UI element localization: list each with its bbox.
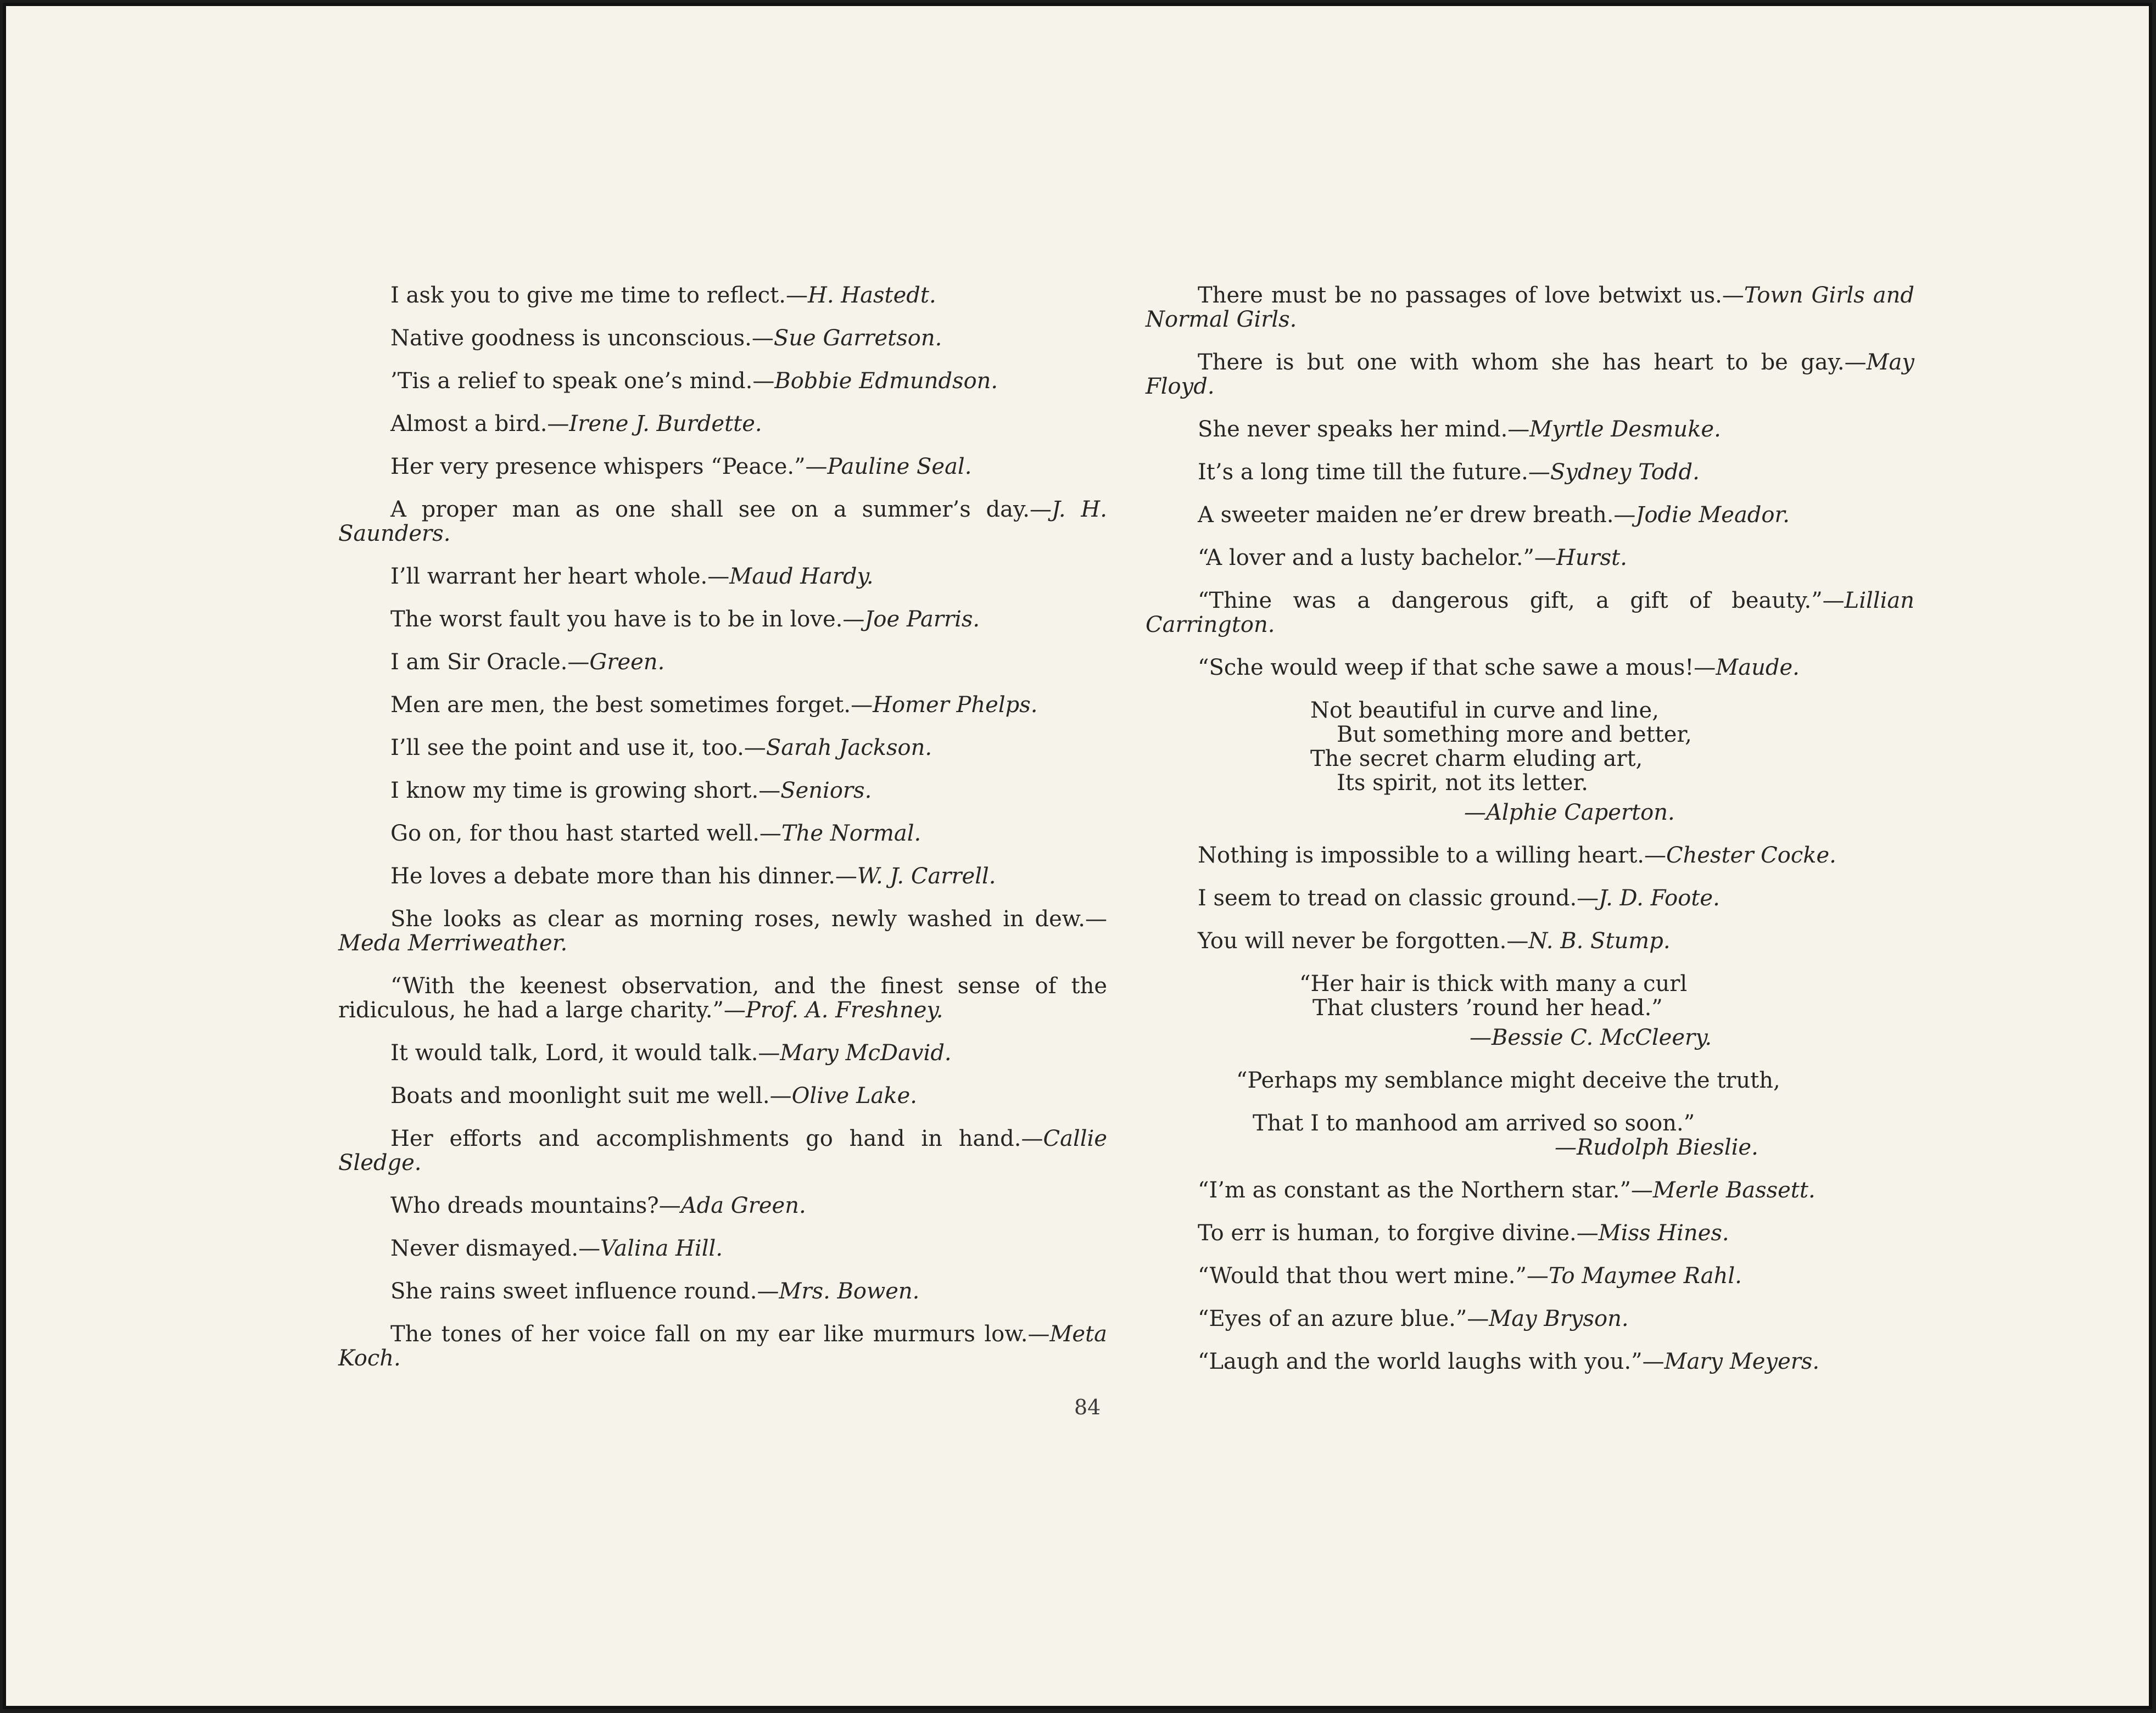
quote-entry (338, 1194, 1107, 1218)
right-quotes-group-b (1146, 843, 1914, 953)
quote-entry (1146, 1178, 1914, 1202)
quote-entry (1146, 656, 1914, 680)
quote-text: ’Tis a relief to speak one’s mind.— (390, 368, 775, 394)
quote-text: The tones of her voice fall on my ear like murmurs low.— (390, 1322, 1050, 1347)
quote-entry (338, 1236, 1107, 1261)
poem-attribution: —Rudolph Bieslie. (1555, 1135, 1758, 1160)
quote-entry (338, 283, 1107, 307)
poem-line: Its spirit, not its letter. (1337, 770, 1588, 796)
quote-attribution: Irene J. Burdette. (569, 411, 762, 436)
quote-entry (338, 650, 1107, 674)
poem-line: Not beautiful in curve and line, (1310, 698, 1659, 723)
poem-caperton (1310, 698, 1914, 825)
quote-text: It would talk, Lord, it would talk.— (390, 1040, 780, 1066)
quote-text: Almost a bird.— (390, 411, 569, 436)
quote-attribution: Mary Meyers. (1664, 1349, 1820, 1374)
quote-attribution: J. D. Foote. (1599, 886, 1720, 911)
quote-entry (338, 821, 1107, 846)
quote-entry (338, 907, 1107, 955)
quote-entry (1146, 1307, 1914, 1331)
quote-entry (338, 974, 1107, 1022)
quote-text: “Sche would weep if that sche sawe a mous!— (1198, 655, 1716, 680)
quote-entry (1146, 929, 1914, 953)
quote-text: Who dreads mountains?— (390, 1193, 681, 1218)
quote-text: “With the keenest observation, and the finest sense of the ridiculous, he had a large charity.”— (338, 973, 1107, 1023)
quote-attribution: Lillian Carrington. (1146, 588, 1914, 637)
poem-attribution: —Bessie C. McCleery. (1470, 1025, 1712, 1050)
quote-text: She never speaks her mind.— (1198, 417, 1530, 442)
poem-line: That clusters ’round her head.” (1312, 995, 1663, 1021)
quote-text: I seem to tread on classic ground.— (1198, 886, 1599, 911)
quote-attribution: W. J. Carrell. (857, 864, 996, 889)
quote-text: “A lover and a lusty bachelor.”— (1198, 545, 1556, 570)
quote-text: Boats and moonlight suit me well.— (390, 1083, 792, 1109)
quote-attribution: Seniors. (780, 778, 872, 803)
quote-entry (1146, 843, 1914, 867)
quote-text: There must be no passages of love betwixt us.— (1198, 283, 1744, 308)
quote-entry (338, 412, 1107, 436)
quote-entry (1146, 460, 1914, 484)
quote-text: I’ll see the point and use it, too.— (390, 735, 766, 760)
quote-text: It’s a long time till the future.— (1198, 460, 1550, 485)
quote-attribution: Maud Hardy. (729, 564, 874, 589)
quote-attribution: Mary McDavid. (780, 1040, 952, 1066)
quote-attribution: Hurst. (1556, 545, 1627, 570)
quote-entry (1146, 589, 1914, 637)
quote-attribution: Jodie Meador. (1635, 502, 1790, 528)
quote-entry (338, 864, 1107, 888)
quote-attribution: Meta Koch. (338, 1322, 1107, 1371)
quote-text: “I’m as constant as the Northern star.”— (1198, 1178, 1653, 1203)
quote-attribution: Chester Cocke. (1666, 843, 1836, 868)
quote-text: Her efforts and accomplishments go hand in hand.— (390, 1126, 1043, 1151)
quote-attribution: Ada Green. (680, 1193, 806, 1218)
quote-text: “Thine was a dangerous gift, a gift of beauty.”— (1198, 588, 1845, 613)
quote-entry (338, 1041, 1107, 1065)
quote-text: The worst fault you have is to be in love.— (390, 607, 865, 632)
quote-entry (338, 326, 1107, 350)
poem-bieslie (1236, 1068, 1914, 1160)
quote-attribution: N. B. Stump. (1528, 928, 1671, 954)
quote-text: Never dismayed.— (390, 1236, 601, 1261)
quote-text: I know my time is growing short.— (390, 778, 781, 803)
quote-attribution: Miss Hines. (1598, 1221, 1729, 1246)
left-column (338, 283, 1107, 1389)
quote-entry (1146, 503, 1914, 527)
quote-attribution: Town Girls and Normal Girls. (1146, 283, 1914, 332)
quote-attribution: Sue Garretson. (773, 326, 942, 351)
quote-attribution: Olive Lake. (791, 1083, 917, 1109)
quote-text: “Would that thou wert mine.”— (1198, 1263, 1549, 1289)
quote-attribution: Sarah Jackson. (766, 735, 932, 760)
quote-entry (338, 736, 1107, 760)
quote-entry (338, 564, 1107, 589)
quote-attribution: Maude. (1716, 655, 1800, 680)
quote-text: I am Sir Oracle.— (390, 650, 590, 675)
quote-attribution: Joe Parris. (864, 607, 980, 632)
quote-attribution: H. Hastedt. (807, 283, 936, 308)
quote-text: A sweeter maiden ne’er drew breath.— (1198, 502, 1636, 528)
quote-text: She rains sweet influence round.— (390, 1279, 779, 1304)
poem-line: “Her hair is thick with many a curl (1299, 971, 1688, 997)
quote-text: A proper man as one shall see on a summer’s day.— (390, 497, 1052, 522)
quote-text: There is but one with whom she has heart to be gay.— (1198, 350, 1867, 375)
quote-attribution: Mrs. Bowen. (779, 1279, 920, 1304)
quote-attribution: Bobbie Edmundson. (774, 368, 998, 394)
quote-entry (338, 455, 1107, 479)
quote-entry (1146, 417, 1914, 441)
quote-attribution: Myrtle Desmuke. (1529, 417, 1721, 442)
quote-attribution: Meda Merriweather. (338, 931, 568, 956)
quote-entry (338, 1279, 1107, 1303)
quote-attribution: Merle Bassett. (1652, 1178, 1816, 1203)
quote-text: To err is human, to forgive divine.— (1198, 1221, 1599, 1246)
quote-entry (338, 693, 1107, 717)
quote-text: He loves a debate more than his dinner.— (390, 864, 857, 889)
quote-text: Nothing is impossible to a willing heart.— (1198, 843, 1666, 868)
quote-attribution: Pauline Seal. (827, 454, 972, 479)
quote-entry (338, 607, 1107, 631)
quote-entry (338, 779, 1107, 803)
quote-attribution: Prof. A. Freshney. (745, 998, 943, 1023)
page-number: 84 (1074, 1395, 1101, 1419)
quote-attribution: The Normal. (781, 821, 921, 846)
quote-attribution: Homer Phelps. (873, 692, 1038, 718)
quote-entry (1146, 1221, 1914, 1245)
quote-text: Native goodness is unconscious.— (390, 326, 774, 351)
quote-attribution: J. H. Saunders. (338, 497, 1107, 546)
quote-text: Her very presence whispers “Peace.”— (390, 454, 828, 479)
quote-entry (338, 1322, 1107, 1370)
quote-entry (338, 1084, 1107, 1108)
quote-text: Men are men, the best sometimes forget.— (390, 692, 873, 718)
quote-attribution: May Floyd. (1146, 350, 1914, 399)
quote-attribution: To Maymee Rahl. (1548, 1263, 1742, 1289)
poem-attribution: —Alphie Caperton. (1464, 800, 1675, 825)
quote-entry (338, 369, 1107, 393)
quote-entry (1146, 350, 1914, 399)
quote-entry (338, 1127, 1107, 1175)
quote-text: “Laugh and the world laughs with you.”— (1198, 1349, 1665, 1374)
quote-text: You will never be forgotten.— (1198, 928, 1529, 954)
quote-attribution: Green. (589, 650, 665, 675)
quote-entry (1146, 1264, 1914, 1288)
quote-entry (1146, 1350, 1914, 1374)
quote-text: She looks as clear as morning roses, newly washed in dew.— (390, 906, 1107, 932)
quote-text: I’ll warrant her heart whole.— (390, 564, 730, 589)
right-quotes-group-c (1146, 1178, 1914, 1374)
poem-mccleery (1299, 972, 1914, 1050)
poem-line: “Perhaps my semblance might deceive the truth, (1236, 1068, 1780, 1093)
poem-line: That I to manhood am arrived so soon.” (1253, 1111, 1695, 1136)
quote-entry (338, 497, 1107, 546)
quote-attribution: Callie Sledge. (338, 1126, 1107, 1175)
quote-entry (1146, 546, 1914, 570)
quote-attribution: Valina Hill. (600, 1236, 723, 1261)
poem-line: But something more and better, (1337, 722, 1692, 747)
quote-entry (1146, 283, 1914, 332)
quote-entry (1146, 886, 1914, 910)
book-page (3, 3, 2152, 1709)
quote-attribution: May Bryson. (1489, 1306, 1629, 1331)
right-column (1146, 283, 1914, 1392)
quote-text: “Eyes of an azure blue.”— (1198, 1306, 1489, 1331)
quote-text: Go on, for thou hast started well.— (390, 821, 781, 846)
poem-line: The secret charm eluding art, (1310, 746, 1643, 771)
right-quotes-group-a (1146, 283, 1914, 680)
quote-text: I ask you to give me time to reflect.— (390, 283, 808, 308)
quote-attribution: Sydney Todd. (1550, 460, 1700, 485)
